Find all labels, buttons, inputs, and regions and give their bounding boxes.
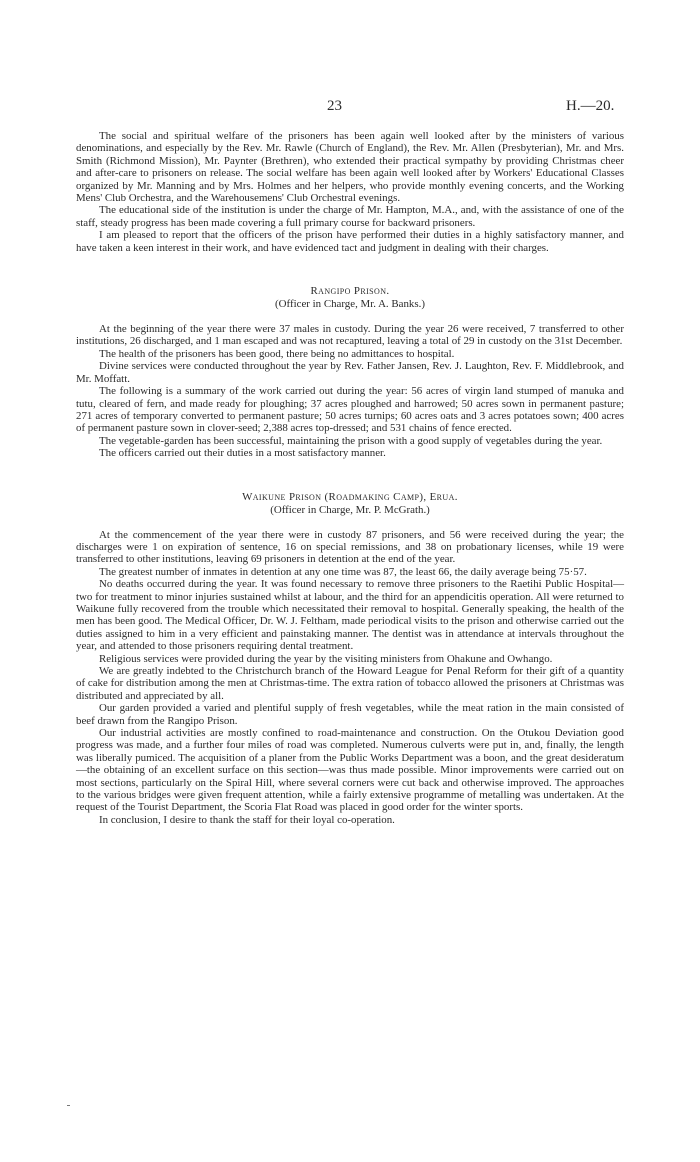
margin-mark <box>67 1105 70 1106</box>
paragraph: I am pleased to report that the officers of the prison have performed their duties in a highly satisfactory manner, and have taken a keen interest in their work, and have evidenced tact and judgment in dealing with their charges. <box>76 229 624 254</box>
waikune-section <box>76 491 624 827</box>
document-reference: H.—20. <box>566 98 615 114</box>
paragraph: The following is a summary of the work carried out during the year: 56 acres of virgin land stumped of manuka and tutu, cleared of fern, and made ready for ploughing; 37 acres ploughed and harrowed; 50 acres sown in permanent pasture; 271 acres of temporary converted to permanent pasture; 50 acres turnips; 60 acres oats and 3 acres potatoes sown; 400 acres of permanent pasture sown in clover-seed; 2,388 acres top-dressed; and 531 chains of fence erected. <box>76 385 624 435</box>
paragraph: Our industrial activities are mostly confined to road-maintenance and construction. On the Otukou Deviation good progress was made, and a further four miles of road was completed. Numerous culverts were put in, and, finally, the length was liberally pumiced. The acquisition of a planer from the Public Works Department was a boon, and the great desideratum—the obtaining of an excellent surface on this section—was thus made possible. Minor improvements were carried out on most sections, particularly on the Spiral Hill, where several corners were cut back and otherwise improved. The approaches to the various bridges were given frequent attention, while a fairly extensive programme of metalling was undertaken. At the request of the Tourist Department, the Scoria Flat Road was placed in good order for the winter sports. <box>76 727 624 814</box>
page-number: 23 <box>327 98 342 114</box>
rangipo-section <box>76 285 624 459</box>
section-heading: Waikune Prison (Roadmaking Camp), Erua. <box>242 490 458 503</box>
paragraph: Religious services were provided during the year by the visiting ministers from Ohakune and Owhango. <box>99 652 553 665</box>
paragraph: Our garden provided a varied and plentiful supply of fresh vegetables, while the meat ration in the main consisted of beef drawn from the Rangipo Prison. <box>76 702 624 727</box>
section-officer: (Officer in Charge, Mr. P. McGrath.) <box>270 503 430 516</box>
page-header <box>0 98 700 118</box>
paragraph: The vegetable-garden has been successful, maintaining the prison with a good supply of vegetables during the year. <box>99 434 603 447</box>
section-heading: Rangipo Prison. <box>310 285 390 298</box>
intro-section <box>76 130 624 254</box>
paragraph: Divine services were conducted throughout the year by Rev. Father Jansen, Rev. J. Laughton, Rev. F. Middlebrook, and Mr. Moffatt. <box>76 360 624 385</box>
paragraph: The social and spiritual welfare of the prisoners has been again well looked after by the ministers of various denominations, and especially by the Rev. Mr. Rawle (Church of England), the Rev. Mr. Allen (Presbyterian), Mr. and Mrs. Smith (Richmond Mission), Mr. Paynter (Brethren), who extended their practical sympathy by providing Christmas cheer and after-care to prisoners on release. The social welfare has been again well looked after by Workers' Educational Classes organized by Mr. Manning and by Mrs. Holmes and her helpers, who provide monthly evening concerts, and the Working Mens' Club Orchestra, and the Warehousemens' Club Orchestral evenings. <box>76 130 624 205</box>
paragraph: The educational side of the institution is under the charge of Mr. Hampton, M.A., and, with the assistance of one of the staff, steady progress has been made covering a full primary course for backward prisoners. <box>76 204 624 229</box>
paragraph: The officers carried out their duties in a most satisfactory manner. <box>99 447 386 460</box>
paragraph: At the beginning of the year there were 37 males in custody. During the year 26 were received, 7 transferred to other institutions, 26 discharged, and 1 man escaped and was not recaptured, leaving a total of 29 in custody on the 31st December. <box>76 323 624 348</box>
section-officer: (Officer in Charge, Mr. A. Banks.) <box>275 298 425 311</box>
paragraph: In conclusion, I desire to thank the staff for their loyal co-operation. <box>99 813 395 826</box>
paragraph: We are greatly indebted to the Christchurch branch of the Howard League for Penal Reform for their gift of a quantity of cake for distribution among the men at Christmas-time. The extra ration of tobacco allowed the prisoners at Christmas was distributed and appreciated by all. <box>76 665 624 702</box>
paragraph: The greatest number of inmates in detention at any one time was 87, the least 66, the daily average being 75·57. <box>99 565 587 578</box>
paragraph: No deaths occurred during the year. It was found necessary to remove three prisoners to the Raetihi Public Hospital—two for treatment to minor injuries sustained whilst at labour, and the third for an appendicitis operation. All were returned to Waikune fully recovered from the trouble which necessitated their removal to hospital. Generally speaking, the health of the men has been good. The Medical Officer, Dr. W. J. Feltham, made periodical visits to the prison and otherwise carried out the duties assigned to him in a very efficient and painstaking manner. The dentist was in attendance at intervals throughout the year, and attended to those prisoners requiring dental treatment. <box>76 578 624 653</box>
paragraph: The health of the prisoners has been good, there being no admittances to hospital. <box>99 347 455 360</box>
page-body <box>76 130 624 826</box>
paragraph: At the commencement of the year there were in custody 87 prisoners, and 56 were received during the year; the discharges were 1 on expiration of sentence, 16 on special remissions, and 38 on probationary licenses, while 19 were transferred to other institutions, leaving 69 prisoners in detention at the end of the year. <box>76 528 624 566</box>
